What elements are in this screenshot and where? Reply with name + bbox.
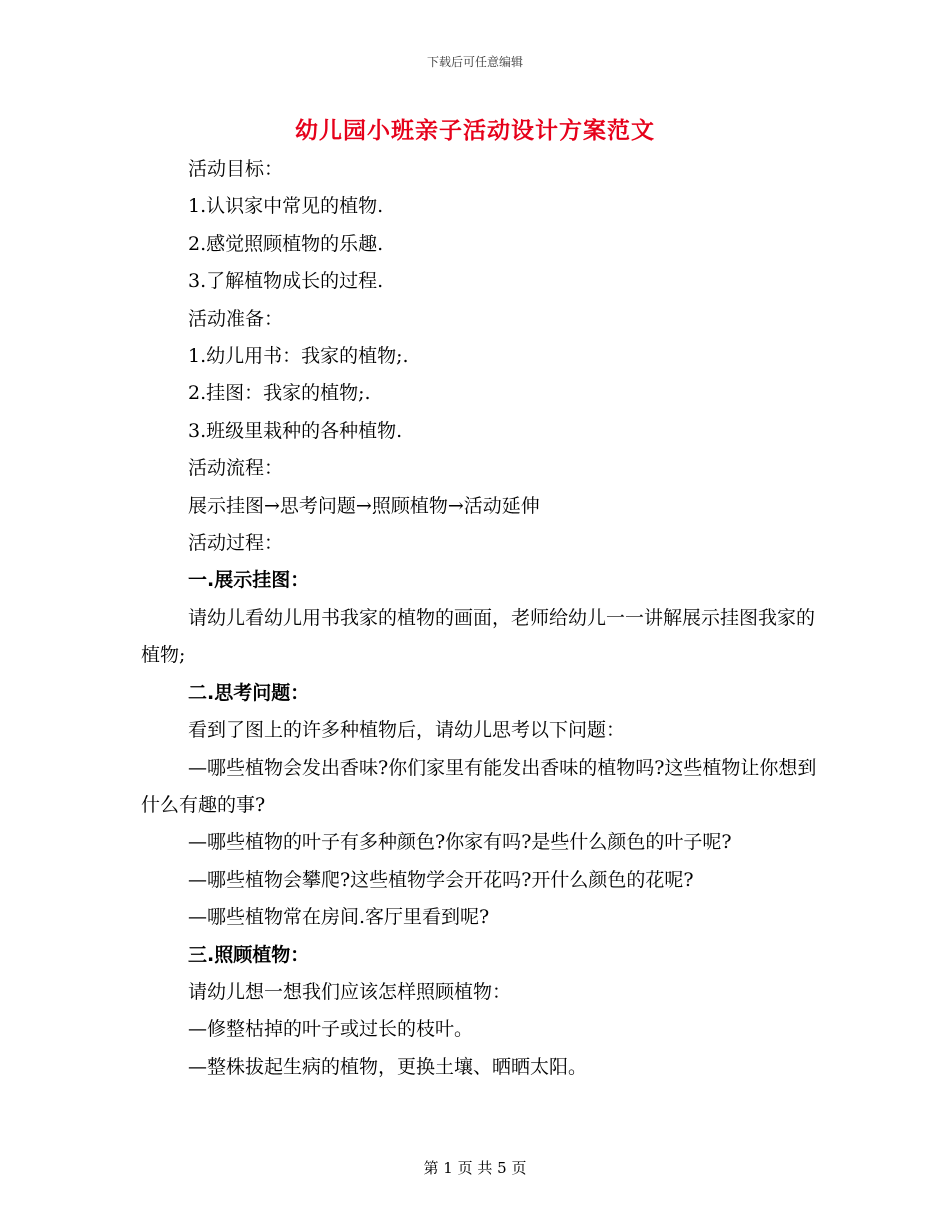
goal-item: 3.了解植物成长的过程.: [188, 270, 384, 293]
care-item: —修整枯掉的叶子或过长的枝叶。: [188, 1018, 474, 1041]
question-item: —哪些植物会发出香味?你们家里有能发出香味的植物吗?这些植物让你想到什么有趣的事?: [141, 756, 817, 816]
preparation-item: 2.挂图：我家的植物;.: [188, 382, 371, 405]
body-paragraph: 请幼儿想一想我们应该怎样照顾植物：: [188, 980, 512, 1003]
page-header-note: 下载后可任意编辑: [426, 55, 523, 69]
heading-show-chart: 一.展示挂图：: [188, 569, 310, 592]
question-item: —哪些植物会攀爬?这些植物学会开花吗?开什么颜色的花呢?: [188, 868, 694, 891]
preparation-item: 3.班级里栽种的各种植物.: [188, 419, 403, 442]
page-number: 第 1 页 共 5 页: [423, 1159, 527, 1177]
document-body: [141, 151, 821, 1086]
question-item: —哪些植物的叶子有多种颜色?你家有吗?是些什么颜色的叶子呢?: [188, 831, 732, 854]
heading-care-plants: 三.照顾植物：: [188, 943, 310, 966]
body-paragraph: 看到了图上的许多种植物后，请幼儿思考以下问题：: [188, 719, 626, 742]
flow-text: 展示挂图→思考问题→照顾植物→活动延伸: [188, 494, 540, 517]
goal-item: 1.认识家中常见的植物.: [188, 195, 384, 218]
body-paragraph: 请幼儿看幼儿用书我家的植物的画面，老师给幼儿一一讲解展示挂图我家的植物;: [141, 606, 816, 667]
section-label-preparation: 活动准备：: [188, 307, 284, 330]
document-title: 幼儿园小班亲子活动设计方案范文: [295, 118, 655, 144]
care-item: —整株拔起生病的植物，更换土壤、晒晒太阳。: [188, 1055, 588, 1078]
heading-think-questions: 二.思考问题：: [188, 681, 310, 704]
section-label-flow: 活动流程：: [188, 457, 284, 480]
preparation-item: 1.幼儿用书：我家的植物;.: [188, 345, 409, 368]
goal-item: 2.感觉照顾植物的乐趣.: [188, 232, 384, 255]
section-label-goals: 活动目标：: [188, 158, 284, 180]
question-item: —哪些植物常在房间.客厅里看到呢?: [188, 906, 490, 929]
section-label-process: 活动过程：: [188, 532, 284, 555]
